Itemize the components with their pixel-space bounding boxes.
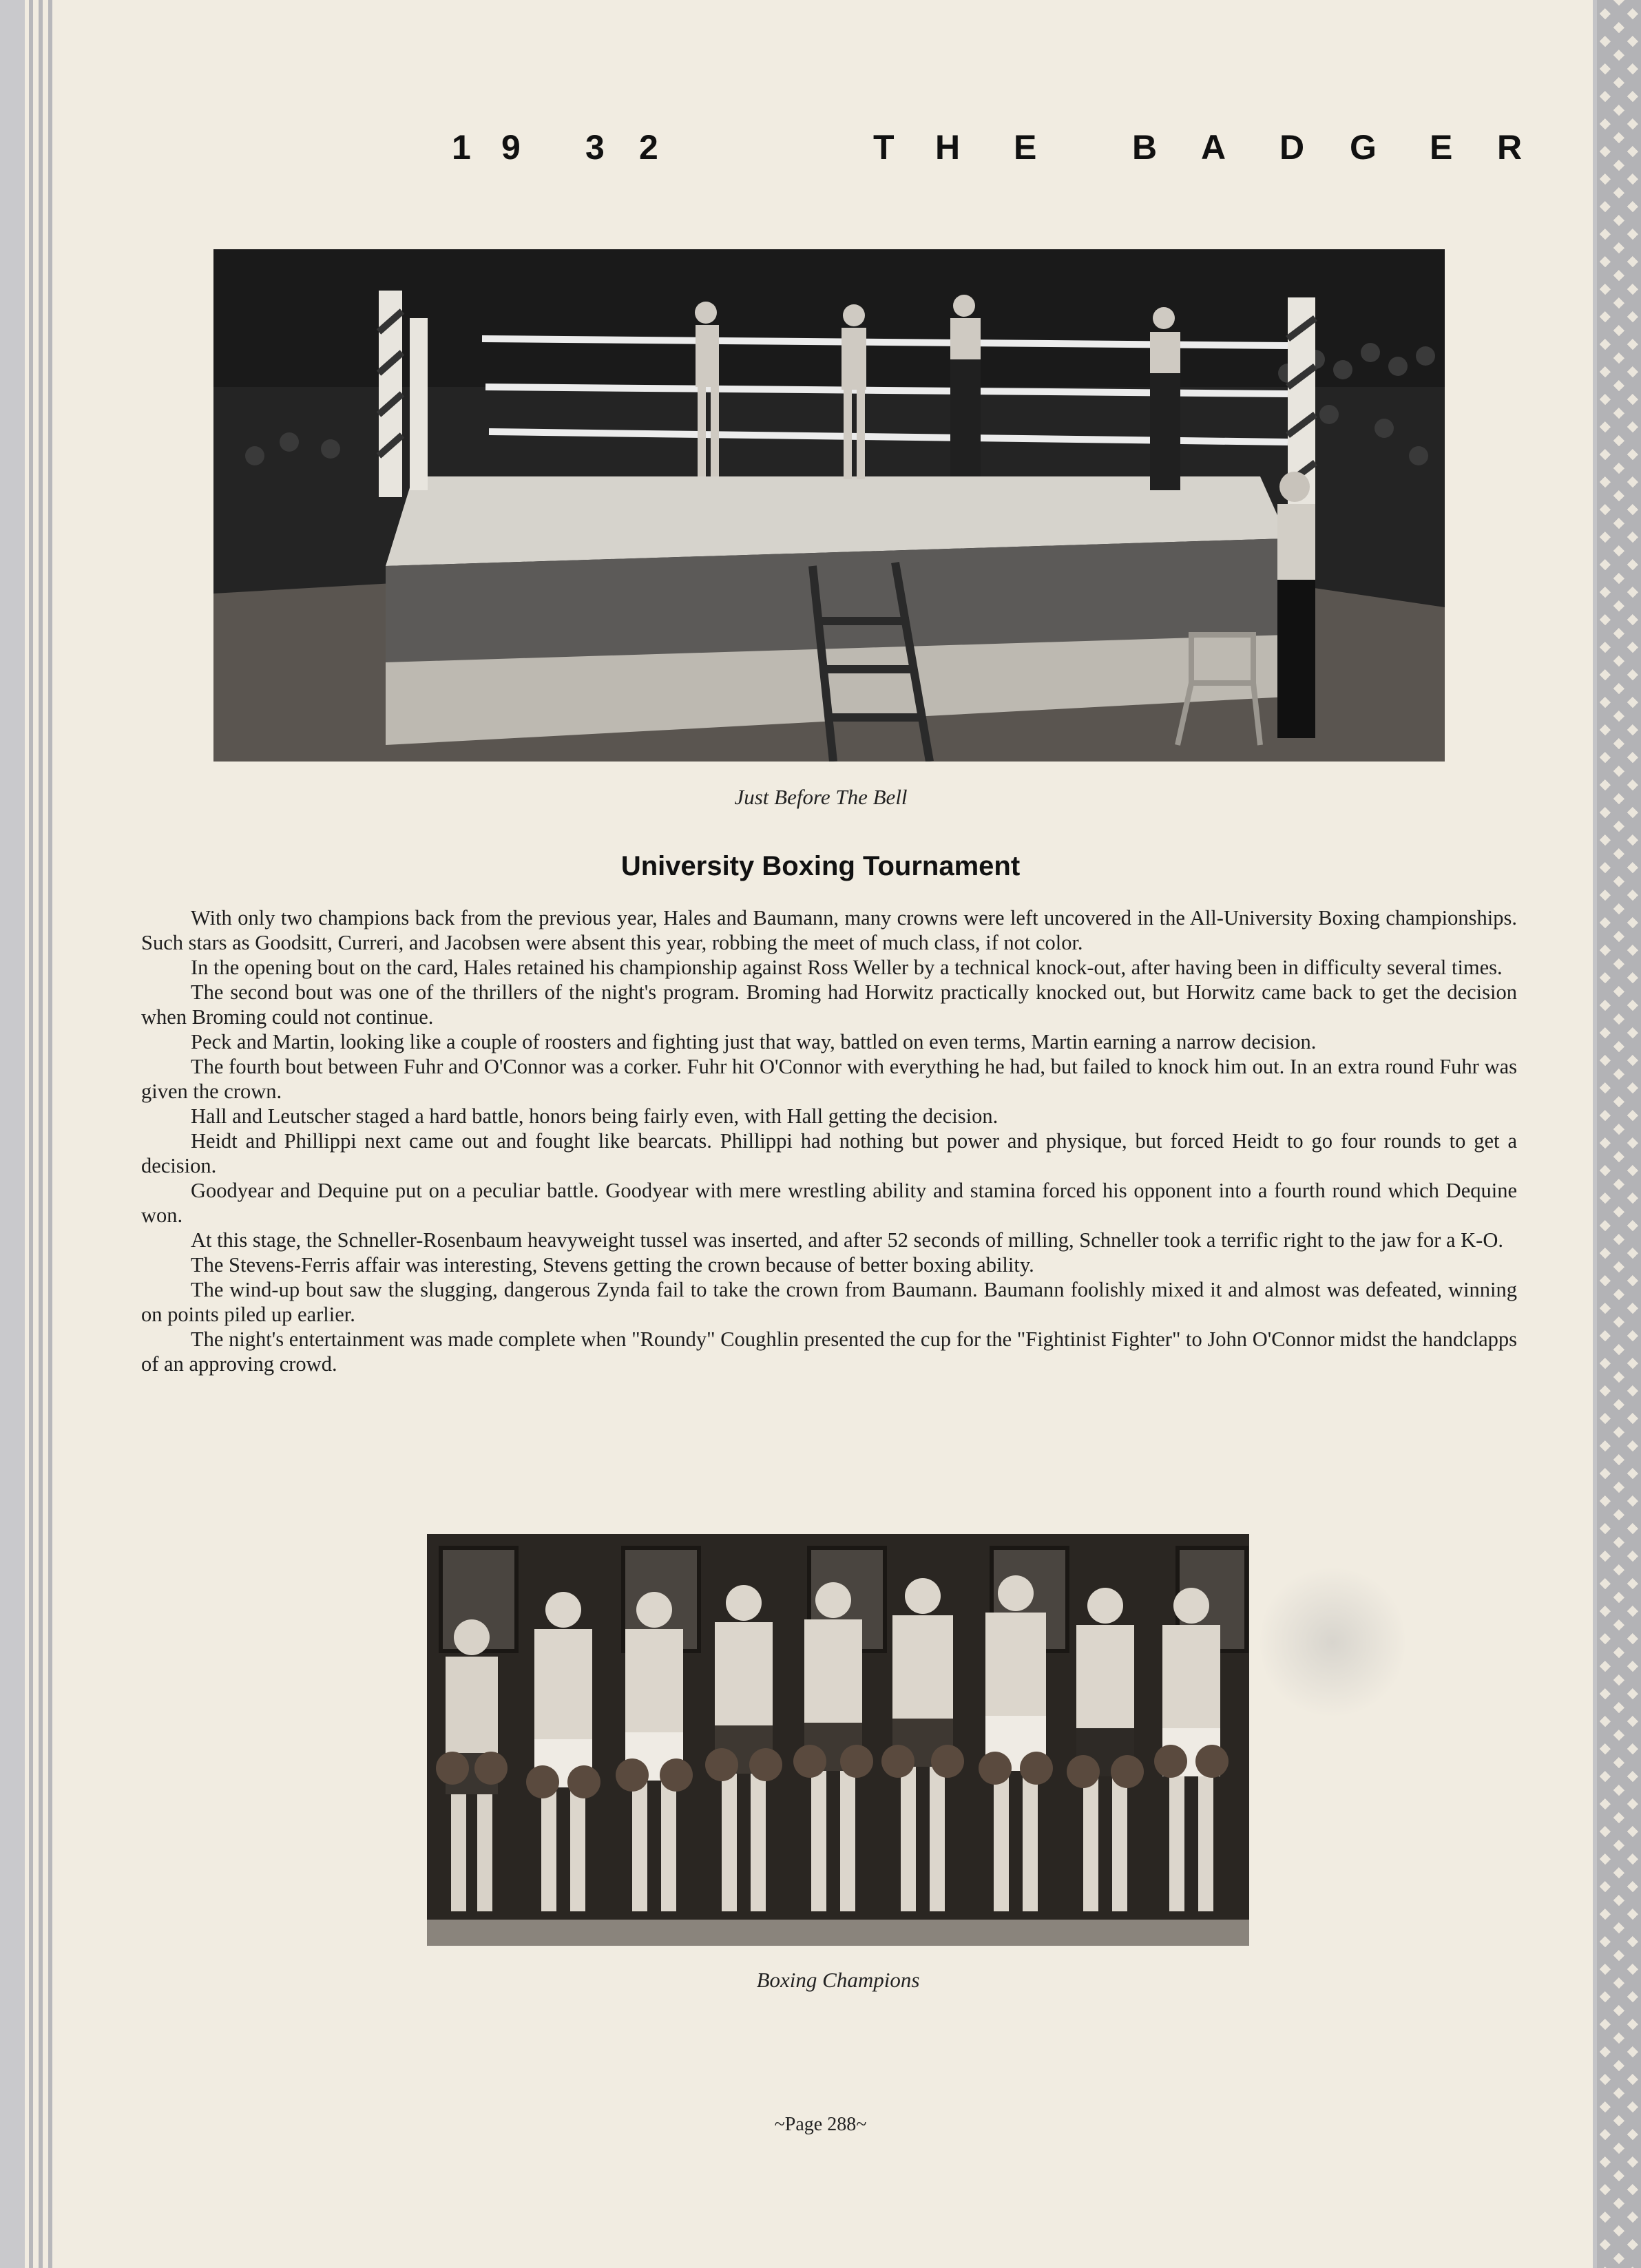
paper-stain [1260, 1563, 1405, 1721]
header-title-letter: A [1201, 128, 1226, 167]
header-title-letter: T [873, 128, 895, 167]
article-paragraph: Peck and Martin, looking like a couple of roosters and fighting just that way, battled on even terms, Martin earning a narrow decision. [191, 1030, 1317, 1053]
header-year-digit: 2 [639, 128, 658, 167]
header-title-letter: E [1014, 128, 1037, 167]
article-paragraph: Hall and Leutscher staged a hard battle, honors being fairly even, with Hall getting the decision. [191, 1104, 999, 1128]
header-title-letter: G [1350, 128, 1377, 167]
header-title-letter: B [1132, 128, 1158, 167]
header-year-digit: 1 [452, 128, 471, 167]
header-title-letter: D [1279, 128, 1305, 167]
page-header [441, 127, 1529, 176]
page-number: ~Page 288~ [774, 2114, 867, 2135]
article-paragraph: At this stage, the Schneller-Rosenbaum heavyweight tussel was inserted, and after 52 seconds of milling, Schneller took a terrific right to the jaw for a K-O. [191, 1228, 1503, 1252]
article-paragraph: With only two champions back from the previous year, Hales and Baumann, many crowns were left uncovered in the All-University Boxing championships. Such stars as Goodsitt, Curreri, and Jacobsen were absent this year, robbing the meet of much class, if not color. [141, 906, 1517, 954]
article-paragraph: The night's entertainment was made complete when "Roundy" Coughlin presented the cup for the "Fightinist Fighter" to John O'Connor midst the handclapps of an approving crowd. [141, 1327, 1517, 1376]
article-title: University Boxing Tournament [620, 851, 1021, 881]
article-paragraph: The Stevens-Ferris affair was interesting, Stevens getting the crown because of better boxing ability. [191, 1253, 1034, 1277]
article-paragraph: The second bout was one of the thrillers of the night's program. Broming had Horwitz practically knocked out, but Horwitz came back to get the decision when Broming could not continue. [141, 980, 1517, 1029]
left-decorative-lines [29, 0, 61, 2268]
header-title-letter: R [1497, 128, 1523, 167]
article-paragraph: Heidt and Phillippi next came out and fought like bearcats. Phillippi had nothing but power and physique, but forced Heidt to go four rounds to get a decision. [141, 1129, 1517, 1177]
header-title-letter: H [935, 128, 961, 167]
article-paragraph: The fourth bout between Fuhr and O'Connor was a corker. Fuhr hit O'Connor with everything he had, but failed to knock him out. In an extra round Fuhr was given the crown. [141, 1055, 1517, 1103]
left-margin-strip [0, 0, 25, 2268]
article-paragraph: The wind-up bout saw the slugging, dangerous Zynda fail to take the crown from Baumann. Baumann foolishly mixed it and almost was defeated, winning on points piled up earlier. [141, 1278, 1517, 1326]
header-year-digit: 9 [501, 128, 521, 167]
top-photo-caption: Just Before The Bell [734, 785, 908, 809]
boxing-champions-photo [427, 1534, 1249, 1946]
bottom-photo-caption: Boxing Champions [756, 1968, 920, 1992]
article-paragraph: In the opening bout on the card, Hales retained his championship against Ross Weller by a technical knock-out, after having been in difficulty several times. [191, 956, 1503, 979]
boxing-ring-photo [213, 249, 1445, 762]
right-diamond-border [1597, 0, 1641, 2268]
header-year-digit: 3 [585, 128, 605, 167]
article-paragraph: Goodyear and Dequine put on a peculiar battle. Goodyear with mere wrestling ability and stamina forced his opponent into a fourth round which Dequine won. [141, 1179, 1517, 1227]
header-title-letter: E [1430, 128, 1453, 167]
article-body [141, 905, 1517, 1376]
